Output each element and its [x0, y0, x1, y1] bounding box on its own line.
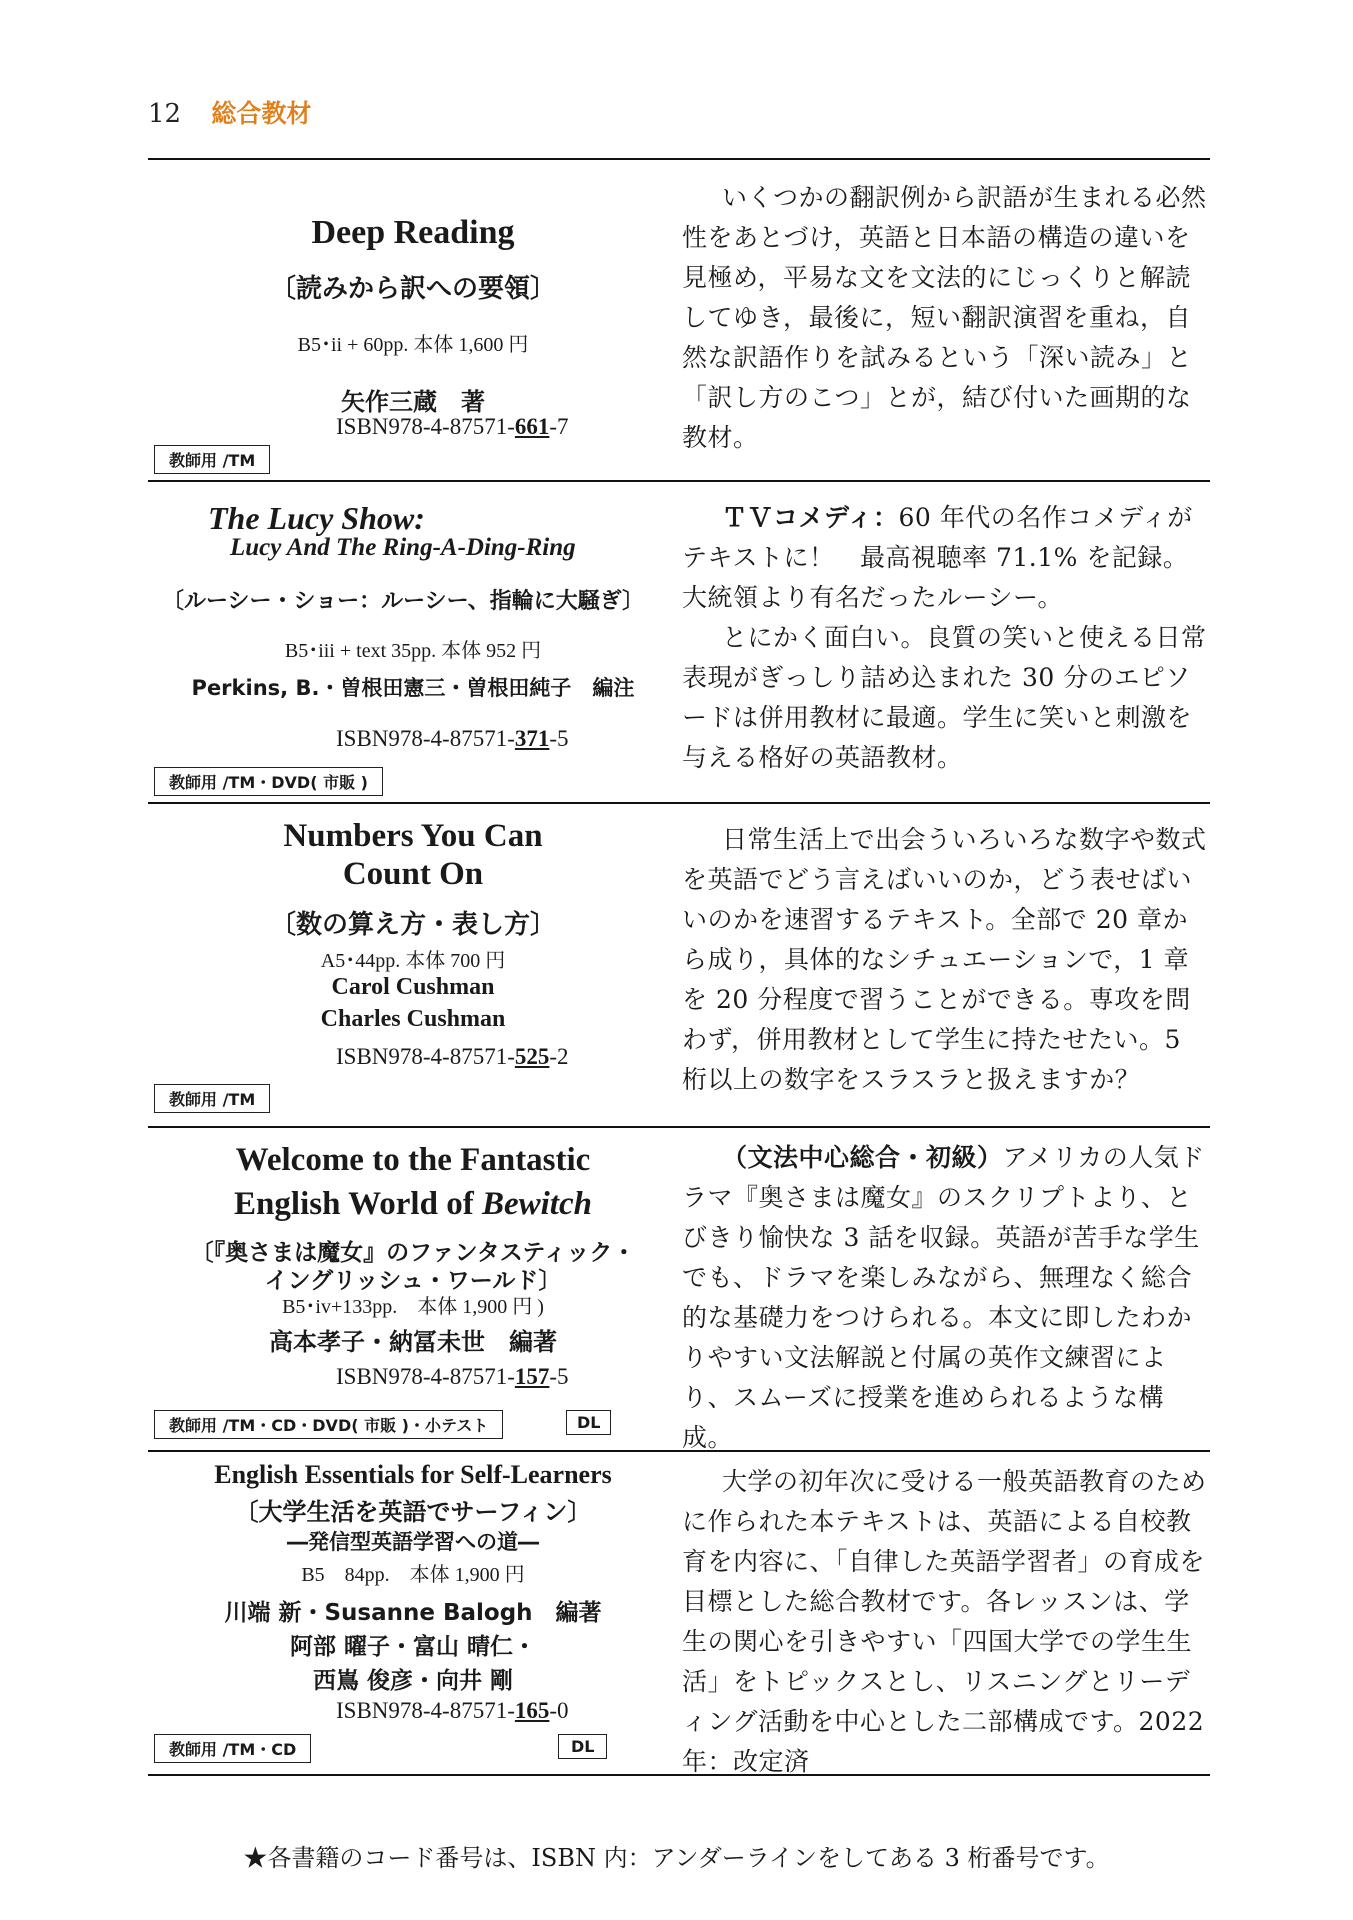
book-subtitle-en: Count On	[342, 856, 484, 892]
book-info	[148, 160, 678, 480]
book-author: Perkins, B.・曽根田憲三・曽根田純子 編注	[191, 676, 635, 700]
book-title-ja: イングリッシュ・ワールド〕	[264, 1268, 562, 1294]
isbn-code: 157	[514, 1364, 550, 1389]
book-title-en: The Lucy Show:	[208, 500, 425, 536]
book-isbn: ISBN978-4-87571-157-5	[336, 1364, 569, 1389]
book-info	[148, 804, 678, 1126]
book-title-ja: 〔数の算え方・表し方〕	[269, 910, 556, 940]
book-description: いくつかの翻訳例から訳語が生まれる必然性をあとづけ，英語と日本語の構造の違いを見極め，平易な文を文法的にじっくりと解読してゆき，最後に，短い翻訳演習を重ね，自然な訳語作りを試みるという「深い読み」と「訳し方のこつ」とが，結び付いた画期的な教材。	[682, 183, 1207, 452]
book-info	[148, 482, 678, 802]
materials-badge: 教師用 /TM・CD	[154, 1734, 311, 1763]
book-isbn: ISBN978-4-87571-165-0	[336, 1698, 569, 1723]
book-title-en: English Essentials for Self-Learners	[214, 1460, 612, 1489]
materials-badge: 教師用 /TM	[154, 445, 270, 474]
materials-badge: 教師用 /TM・DVD( 市販 )	[154, 767, 383, 796]
book-entry	[148, 1128, 1210, 1452]
page-header	[148, 94, 311, 130]
isbn-code: 661	[514, 414, 550, 439]
book-title-ja: 〔『奥さまは魔女』のファンタスティック・	[190, 1240, 636, 1266]
book-entry	[148, 804, 1210, 1128]
isbn-code: 165	[514, 1698, 550, 1723]
footer-note: ★各書籍のコード番号は、ISBN 内：アンダーラインをしてある 3 桁番号です。	[243, 1844, 1110, 1872]
book-isbn: ISBN978-4-87571-661-7	[336, 414, 569, 439]
book-isbn: ISBN978-4-87571-371-5	[336, 726, 569, 751]
book-subtitle-ja: ―発信型英語学習への道―	[287, 1530, 539, 1554]
desc-lead: （文法中心総合・初級）	[722, 1143, 1003, 1172]
materials-badge: 教師用 /TM	[154, 1084, 270, 1113]
book-spec: B5･ii + 60pp. 本体 1,600 円	[297, 334, 529, 356]
book-author: 川端 新・Susanne Balogh 編著	[224, 1600, 602, 1626]
book-spec: B5 84pp. 本体 1,900 円	[301, 1564, 525, 1586]
book-title-ja: 〔読みから訳への要領〕	[269, 274, 556, 304]
book-spec: A5･44pp. 本体 700 円	[320, 950, 506, 972]
dl-badge: DL	[566, 1410, 611, 1435]
page-number: 12	[148, 99, 182, 129]
book-title-en: Numbers You Can	[283, 818, 543, 854]
section-title: 総合教材	[211, 99, 312, 128]
book-entry	[148, 160, 1210, 482]
book-author: 高本孝子・納冨未世 編著	[269, 1328, 557, 1356]
book-info	[148, 1452, 678, 1774]
book-description: ＴＶコメディ：60 年代の名作コメディがテキストに！ 最高視聴率 71.1% を記録。大統領より有名だったルーシー。 とにかく面白い。良質の笑いと使える日常表現がぎっしり詰め込まれた 30 分のエピソードは併用教材に最適。学生に笑いと刺激を与える格好の英語教材。	[682, 503, 1207, 772]
book-subtitle-en: Lucy And The Ring-A-Ding-Ring	[230, 534, 576, 561]
desc-lead: ＴＶコメディ：	[722, 503, 899, 532]
book-author: 矢作三蔵 著	[341, 388, 485, 416]
book-entry	[148, 1452, 1210, 1776]
book-author: 西嶌 俊彦・向井 剛	[312, 1668, 513, 1694]
book-description: 大学の初年次に受ける一般英語教育のために作られた本テキストは、英語による自校教育を内容に、「自律した英語学習者」の育成を目標とした総合教材です。各レッスンは、学生の関心を引きやすい「四国大学での学生生活」をトピックスとし、リスニングとリーディング活動を中心とした二部構成です。2022 年：改定済	[682, 1467, 1207, 1776]
book-entry	[148, 482, 1210, 804]
book-spec: B5･iv+133pp. 本体 1,900 円 )	[282, 1296, 544, 1318]
book-author: 阿部 曜子・富山 晴仁・	[289, 1634, 536, 1660]
book-spec: B5･iii + text 35pp. 本体 952 円	[284, 640, 542, 662]
book-description: 日常生活上で出会ういろいろな数字や数式を英語でどう言えばいいのか，どう表せばいいのかを速習するテキスト。全部で 20 章から成り，具体的なシチュエーションで，1 章を 20 分程度で習うことができる。専攻を問わず，併用教材として学生に持たせたい。5 桁以上の数字をスラスラと扱えますか？	[682, 825, 1207, 1094]
isbn-code: 371	[514, 726, 550, 751]
book-author: Charles Cushman	[320, 1006, 506, 1032]
book-title-en: Welcome to the Fantastic	[235, 1142, 591, 1178]
book-subtitle-en: English World of Bewitch	[234, 1186, 592, 1222]
book-title-en: Deep Reading	[311, 214, 515, 251]
book-title-ja: 〔大学生活を英語でサーフィン〕	[234, 1498, 592, 1526]
dl-badge: DL	[558, 1734, 607, 1759]
book-info	[148, 1128, 678, 1450]
isbn-code: 525	[514, 1044, 550, 1069]
book-description: （文法中心総合・初級）アメリカの人気ドラマ『奥さまは魔女』のスクリプトより、とびきり愉快な 3 話を収録。英語が苦手な学生でも、ドラマを楽しみながら、無理なく総合的な基礎力をつけられる。本文に即したわかりやすい文法解説と付属の英作文練習により、スムーズに授業を進められるような構成。	[682, 1143, 1205, 1452]
materials-badge: 教師用 /TM・CD・DVD( 市販 )・小テスト	[154, 1410, 503, 1439]
book-author: Carol Cushman	[331, 974, 495, 1000]
book-title-ja: 〔ルーシー・ショー：ルーシー、指輪に大騒ぎ〕	[161, 589, 645, 614]
book-isbn: ISBN978-4-87571-525-2	[336, 1044, 569, 1069]
